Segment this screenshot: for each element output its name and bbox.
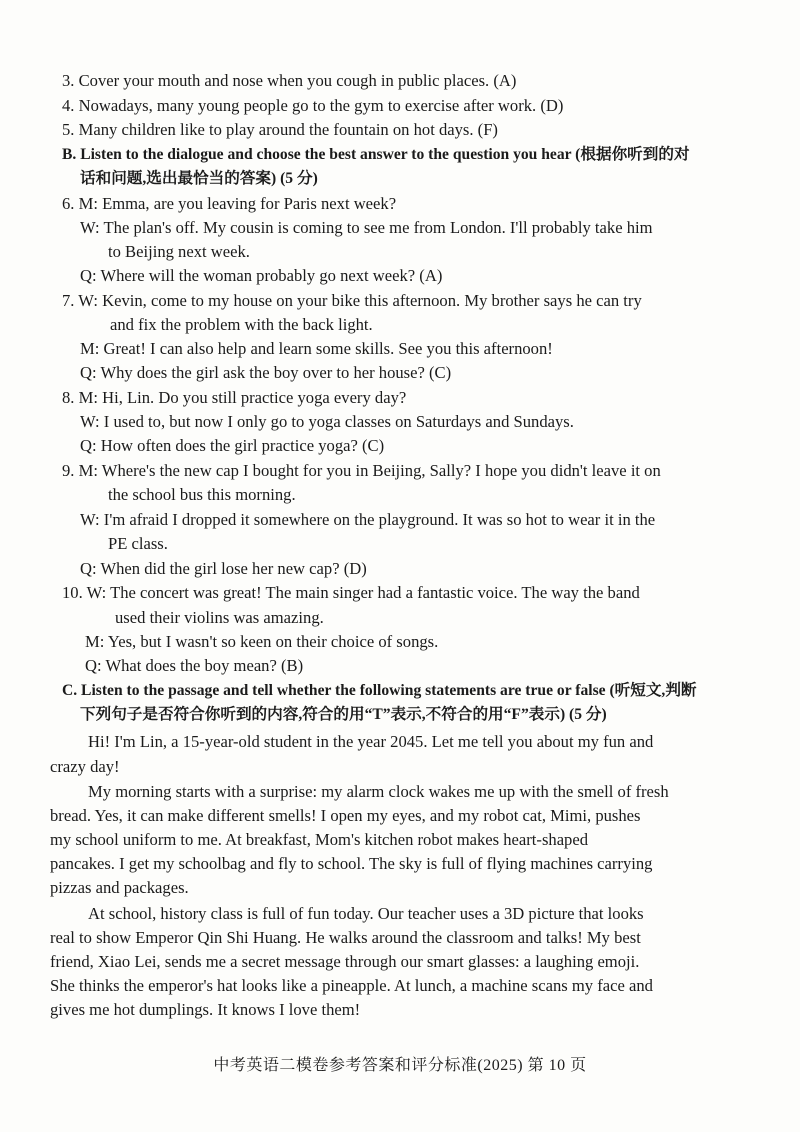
passage-line: gives me hot dumplings. It knows I love them!: [50, 1000, 361, 1019]
text-line: Q: What does the boy mean? (B): [85, 656, 304, 675]
passage-line: crazy day!: [50, 757, 120, 776]
text-line: 4. Nowadays, many young people go to the gym to exercise after work. (D): [62, 96, 564, 115]
page-footer: 中考英语二模卷参考答案和评分标准(2025) 第 10 页: [213, 1057, 587, 1074]
text-line: PE class.: [108, 534, 168, 553]
passage-line: real to show Emperor Qin Shi Huang. He walks around the classroom and talks! My best: [50, 928, 641, 947]
section-b-heading-cont: 话和问题,选出最恰当的答案) (5 分): [80, 170, 318, 187]
passage-line: She thinks the emperor's hat looks like a pineapple. At lunch, a machine scans my face and: [50, 976, 653, 995]
passage-line: bread. Yes, it can make different smells! I open my eyes, and my robot cat, Mimi, pushes: [50, 806, 641, 825]
text-line: W: The plan's off. My cousin is coming to see me from London. I'll probably take him: [80, 218, 653, 237]
text-line: W: I'm afraid I dropped it somewhere on the playground. It was so hot to wear it in the: [80, 510, 656, 529]
text-line: 9. M: Where's the new cap I bought for you in Beijing, Sally? I hope you didn't leave it on: [62, 461, 661, 480]
text-line: 6. M: Emma, are you leaving for Paris next week?: [62, 194, 397, 213]
text-line: M: Great! I can also help and learn some skills. See you this afternoon!: [80, 339, 553, 358]
text-line: 5. Many children like to play around the fountain on hot days. (F): [62, 120, 498, 139]
text-line: M: Yes, but I wasn't so keen on their choice of songs.: [85, 632, 439, 651]
passage-line: My morning starts with a surprise: my alarm clock wakes me up with the smell of fresh: [88, 782, 669, 801]
text-line: 7. W: Kevin, come to my house on your bike this afternoon. My brother says he can try: [62, 291, 642, 310]
text-line: Q: How often does the girl practice yoga? (C): [80, 436, 385, 455]
text-line: to Beijing next week.: [108, 242, 250, 261]
passage-line: pancakes. I get my schoolbag and fly to school. The sky is full of flying machines carrying: [50, 854, 653, 873]
text-line: 10. W: The concert was great! The main singer had a fantastic voice. The way the band: [62, 583, 640, 602]
passage-line: At school, history class is full of fun today. Our teacher uses a 3D picture that looks: [88, 904, 644, 923]
text-line: the school bus this morning.: [108, 485, 296, 504]
passage-line: pizzas and packages.: [50, 878, 189, 897]
text-line: Q: Why does the girl ask the boy over to her house? (C): [80, 363, 452, 382]
passage-line: friend, Xiao Lei, sends me a secret message through our smart glasses: a laughing emoji.: [50, 952, 640, 971]
text-line: 8. M: Hi, Lin. Do you still practice yoga every day?: [62, 388, 407, 407]
passage-line: my school uniform to me. At breakfast, Mom's kitchen robot makes heart-shaped: [50, 830, 589, 849]
section-c-heading-cont: 下列句子是否符合你听到的内容,符合的用“T”表示,不符合的用“F”表示) (5 分): [80, 706, 607, 723]
text-line: Q: When did the girl lose her new cap? (D): [80, 559, 367, 578]
section-b-heading: B. Listen to the dialogue and choose the best answer to the question you hear (根据你听到的对: [62, 146, 690, 163]
section-c-heading: C. Listen to the passage and tell whether the following statements are true or false (听短文,判断: [62, 682, 697, 699]
text-line: and fix the problem with the back light.: [110, 315, 373, 334]
text-line: W: I used to, but now I only go to yoga classes on Saturdays and Sundays.: [80, 412, 574, 431]
text-line: Q: Where will the woman probably go next week? (A): [80, 266, 443, 285]
text-line: 3. Cover your mouth and nose when you cough in public places. (A): [62, 71, 517, 90]
text-line: used their violins was amazing.: [115, 608, 324, 627]
passage-line: Hi! I'm Lin, a 15-year-old student in the year 2045. Let me tell you about my fun and: [88, 732, 654, 751]
